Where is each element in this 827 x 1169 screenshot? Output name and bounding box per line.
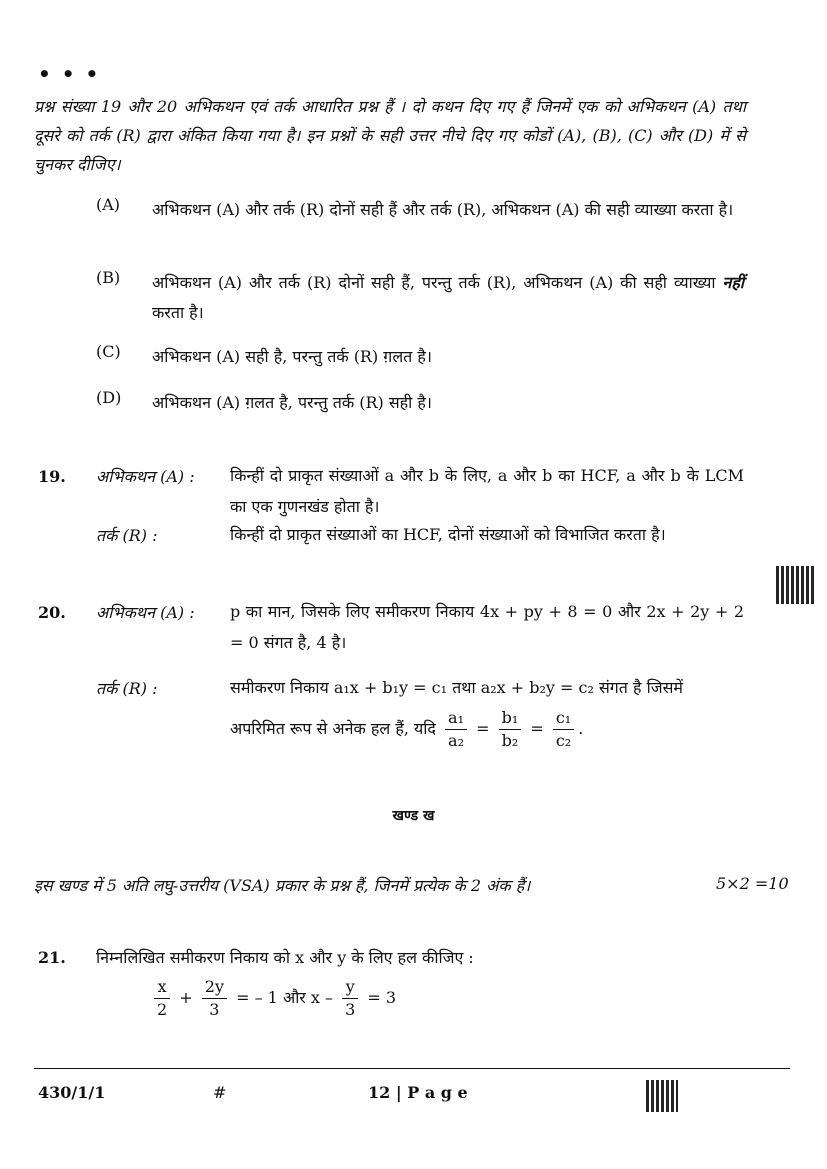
option-text: [152, 268, 744, 328]
option-text-part: करता है।: [152, 303, 204, 322]
numerator: y: [342, 976, 358, 999]
denominator: b₂: [501, 731, 519, 750]
assertion-label: अभिकथन (A) :: [96, 603, 195, 622]
page-number: 12 | P a g e: [368, 1083, 468, 1102]
option-text: अभिकथन (A) और तर्क (R) दोनों सही हैं और तर्क (R), अभिकथन (A) की सही व्याख्या करता है।: [152, 200, 734, 219]
footer-divider: [34, 1068, 790, 1069]
option-text: अभिकथन (A) ग़लत है, परन्तु तर्क (R) सही है।: [152, 393, 432, 412]
fraction: [154, 976, 170, 1021]
denominator: 3: [345, 1000, 356, 1019]
paper-code: 430/1/1: [38, 1083, 106, 1102]
equation-text: = 3: [367, 988, 397, 1007]
question-number: 21.: [38, 948, 66, 967]
equation-text: = – 1 और x –: [236, 988, 334, 1007]
denominator: c₂: [555, 731, 572, 750]
section-title: खण्ड ख: [392, 808, 435, 824]
reason-label: तर्क (R) :: [96, 679, 158, 698]
reason-label: तर्क (R) :: [96, 526, 158, 545]
question-text: निम्नलिखित समीकरण निकाय को x और y के लिए हल कीजिए :: [96, 948, 474, 967]
reason-text: समीकरण निकाय a₁x + b₁y = c₁ तथा a₂x + b₂y = c₂ संगत है जिसमें: [230, 678, 684, 697]
option-text-part: अभिकथन (A) और तर्क (R) दोनों सही हैं, परन्तु तर्क (R), अभिकथन (A) की सही व्याख्या: [152, 273, 716, 292]
assertion-label: अभिकथन (A) :: [96, 467, 195, 486]
equation: [150, 976, 396, 1021]
qr-code: [776, 566, 814, 604]
equals: =: [476, 719, 490, 738]
section-instructions: इस खण्ड में 5 अति लघु-उत्तरीय (VSA) प्रकार के प्रश्न हैं, जिनमें प्रत्येक के 2 अंक हैं।: [34, 876, 531, 895]
numerator: a₁: [445, 707, 467, 730]
header-marker: • • •: [38, 62, 101, 86]
numerator: 2y: [202, 976, 227, 999]
option-label: (C): [96, 342, 121, 361]
denominator: 3: [209, 1000, 220, 1019]
option-label: (B): [96, 268, 121, 287]
fraction: [499, 707, 522, 752]
reason-text: किन्हीं दो प्राकृत संख्याओं का HCF, दोनों संख्याओं को विभाजित करता है।: [230, 525, 666, 544]
instructions-intro: प्रश्न संख्या 19 और 20 अभिकथन एवं तर्क आधारित प्रश्न हैं । दो कथन दिए गए हैं जिनमें एक को अभिकथन (A) तथा दूसरे को तर्क (R) द्वारा अंकित किया गया है। इन प्रश्नों के सही उत्तर नीचे दिए गए कोडों (A), (B), (C) और (D) में से चुनकर दीजिए।: [34, 97, 746, 174]
emphasis: नहीं: [722, 273, 744, 292]
reason-text: अपरिमित रूप से अनेक हल हैं, यदि: [230, 719, 436, 738]
assertion-text: p का मान, जिसके लिए समीकरण निकाय 4x + py + 8 = 0 और 2x + 2y + 2 = 0 संगत है, 4 है।: [230, 602, 744, 652]
reason-condition: [230, 706, 744, 752]
assertion-text: किन्हीं दो प्राकृत संख्याओं a और b के लिए, a और b का HCF, a और b के LCM का एक गुणनखंड होता है।: [230, 466, 744, 516]
question-number: 20.: [38, 603, 66, 622]
denominator: a₂: [448, 731, 464, 750]
question-number: 19.: [38, 467, 66, 486]
section-marks: 5×2 =10: [716, 874, 789, 893]
option-label: (D): [96, 388, 122, 407]
fraction: [202, 976, 227, 1021]
period: .: [578, 719, 584, 738]
fraction: [342, 976, 358, 1021]
numerator: c₁: [553, 707, 574, 730]
option-label: (A): [96, 195, 121, 214]
numerator: b₁: [499, 707, 522, 730]
footer-hash: #: [213, 1083, 227, 1102]
numerator: x: [154, 976, 170, 999]
fraction: [445, 707, 467, 752]
denominator: 2: [157, 1000, 168, 1019]
equals: =: [530, 719, 544, 738]
qr-code: [646, 1080, 678, 1112]
fraction: [553, 707, 574, 752]
plus: +: [179, 988, 193, 1007]
option-text: अभिकथन (A) सही है, परन्तु तर्क (R) ग़लत है।: [152, 347, 432, 366]
